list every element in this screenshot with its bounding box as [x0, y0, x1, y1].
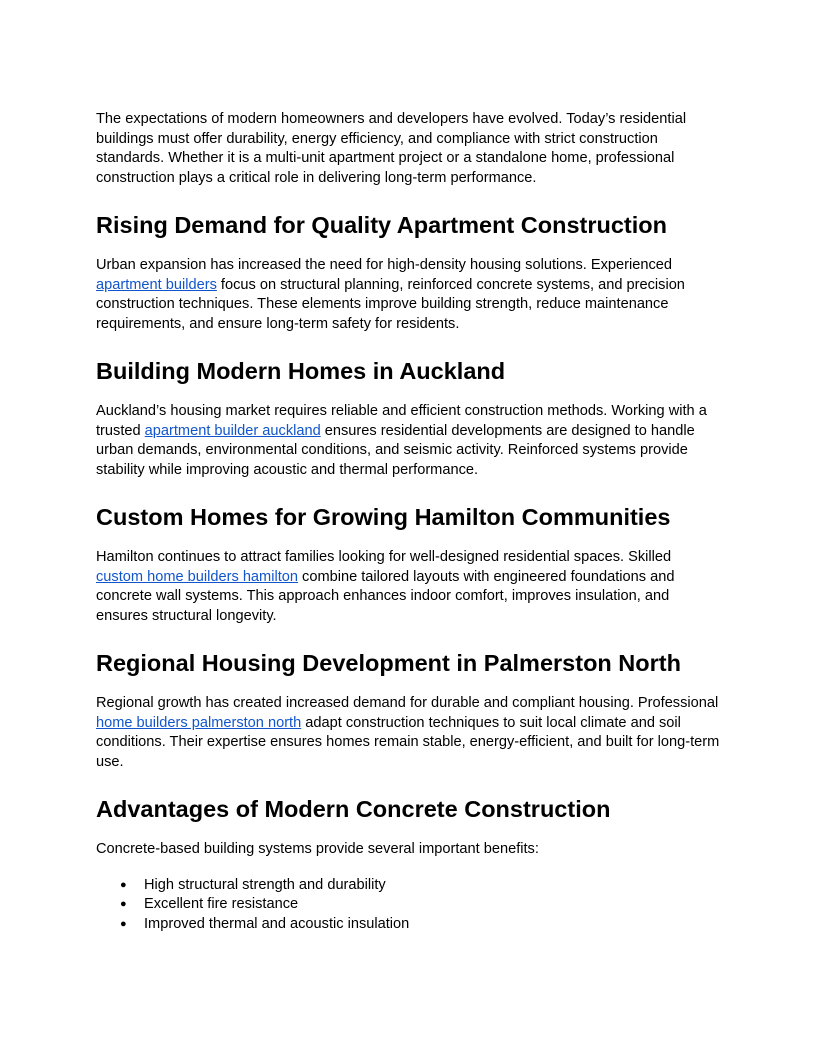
link-apartment-builders[interactable]: apartment builders [96, 276, 217, 293]
list-item-text: High structural strength and durability [144, 876, 386, 893]
advantages-list [96, 876, 720, 935]
section-paragraph-palmerston-north [96, 694, 720, 772]
list-item-text: Excellent fire resistance [144, 896, 299, 913]
paragraph-text: Hamilton continues to attract families looking for well-designed residential spaces. Skilled [96, 549, 672, 565]
paragraph-text: Urban expansion has increased the need for high-density housing solutions. Experienced [96, 257, 673, 273]
section-paragraph-apartment-construction [96, 256, 720, 334]
paragraph-text: ensures residential developments are designed to handle urban demands, environmental conditions, and seismic activity. Reinforced systems provide stability while improving acoustic and thermal performance. [96, 422, 695, 478]
section-heading-palmerston-north: Regional Housing Development in Palmerston North [96, 650, 681, 676]
paragraph-text: adapt construction techniques to suit local climate and soil conditions. Their expertise ensures homes remain stable, energy-efficient, and built for long-term use. [96, 714, 720, 770]
section-paragraph-auckland [96, 402, 720, 480]
section-heading-auckland: Building Modern Homes in Auckland [96, 358, 506, 384]
document-page [96, 110, 720, 934]
paragraph-text: combine tailored layouts with engineered foundations and concrete wall systems. This approach enhances indoor comfort, improves insulation, and ensures structural longevity. [96, 568, 675, 624]
link-apartment-builder-auckland[interactable]: apartment builder auckland [144, 422, 321, 439]
link-home-builders-palmerston-north[interactable]: home builders palmerston north [96, 714, 302, 731]
section-heading-apartment-construction: Rising Demand for Quality Apartment Construction [96, 212, 667, 238]
bullet-icon: ● [120, 898, 127, 911]
list-item-text: Improved thermal and acoustic insulation [144, 915, 410, 932]
paragraph-text: Regional growth has created increased demand for durable and compliant housing. Professional [96, 695, 719, 711]
advantages-intro: Concrete-based building systems provide several important benefits: [96, 841, 539, 857]
bullet-icon: ● [120, 878, 127, 891]
bullet-icon: ● [120, 917, 127, 930]
link-custom-home-builders-hamilton[interactable]: custom home builders hamilton [96, 568, 298, 585]
paragraph-text: focus on structural planning, reinforced concrete systems, and precision construction techniques. These elements improve building strength, reduce maintenance requirements, and ensure long-term safety for residents. [96, 276, 685, 332]
list-item [120, 915, 720, 935]
paragraph-text: Auckland’s housing market requires reliable and efficient construction methods. Working with a trusted [96, 403, 707, 439]
section-paragraph-hamilton [96, 548, 720, 626]
intro-paragraph: The expectations of modern homeowners and developers have evolved. Today’s residential buildings must offer durability, energy efficiency, and compliance with strict construction standards. Whether it is a multi-unit apartment project or a standalone home, professional construction plays a critical role in delivering long-term performance. [96, 111, 687, 186]
list-item [120, 876, 720, 896]
section-heading-advantages: Advantages of Modern Concrete Construction [96, 796, 611, 822]
section-heading-hamilton: Custom Homes for Growing Hamilton Communities [96, 504, 671, 530]
list-item [120, 895, 720, 915]
